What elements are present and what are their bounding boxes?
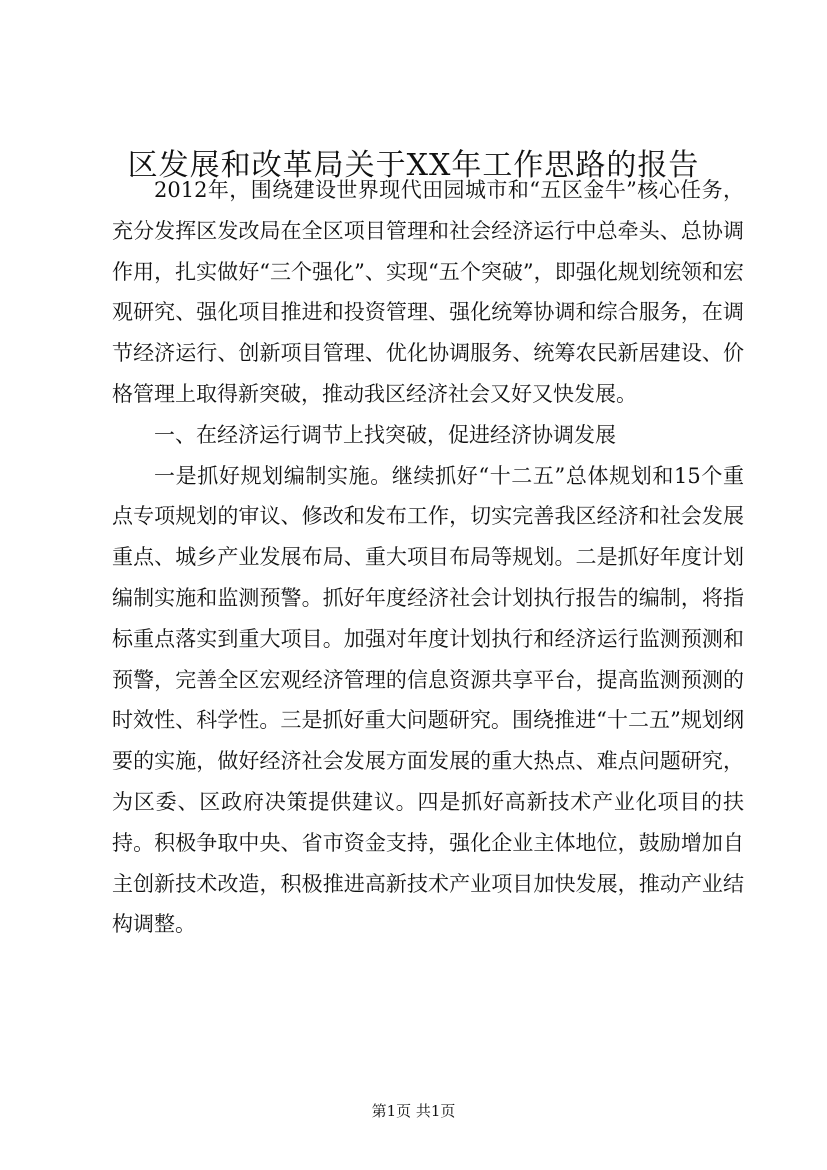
section-heading-1: 一、在经济运行调节上找突破，促进经济协调发展 bbox=[154, 422, 616, 447]
document-body bbox=[112, 170, 744, 945]
paragraph-section-1: 一是抓好规划编制实施。继续抓好“十二五”总体规划和15个重点专项规划的审议、修改和发布工作，切实完善我区经济和社会发展重点、城乡产业发展布局、重大项目布局等规划。二是抓好年度计划编制实施和监测预警。抓好年度经济社会计划执行报告的编制，将指标重点落实到重大项目。加强对年度计划执行和经济运行监测预测和预警，完善全区宏观经济管理的信息资源共享平台，提高监测预测的时效性、科学性。三是抓好重大问题研究。围绕推进“十二五”规划纲要的实施，做好经济社会发展方面发展的重大热点、难点问题研究，为区委、区政府决策提供建议。四是抓好高新技术产业化项目的扶持。积极争取中央、省市资金支持，强化企业主体地位，鼓励增加自主创新技术改造，积极推进高新技术产业项目加快发展，推动产业结构调整。 bbox=[112, 463, 744, 937]
page-number-footer: 第1页 共1页 bbox=[371, 1102, 456, 1120]
paragraph-intro: 2012年，围绕建设世界现代田园城市和“五区金牛”核心任务，充分发挥区发改局在全区项目管理和社会经济运行中总牵头、总协调作用，扎实做好“三个强化”、实现“五个突破”，即强化规划统领和宏观研究、强化项目推进和投资管理、强化统筹协调和综合服务，在调节经济运行、创新项目管理、优化协调服务、统筹农民新居建设、价格管理上取得新突破，推动我区经济社会又好又快发展。 bbox=[112, 178, 744, 406]
document-title: 区发展和改革局关于XX年工作思路的报告 bbox=[127, 148, 700, 183]
